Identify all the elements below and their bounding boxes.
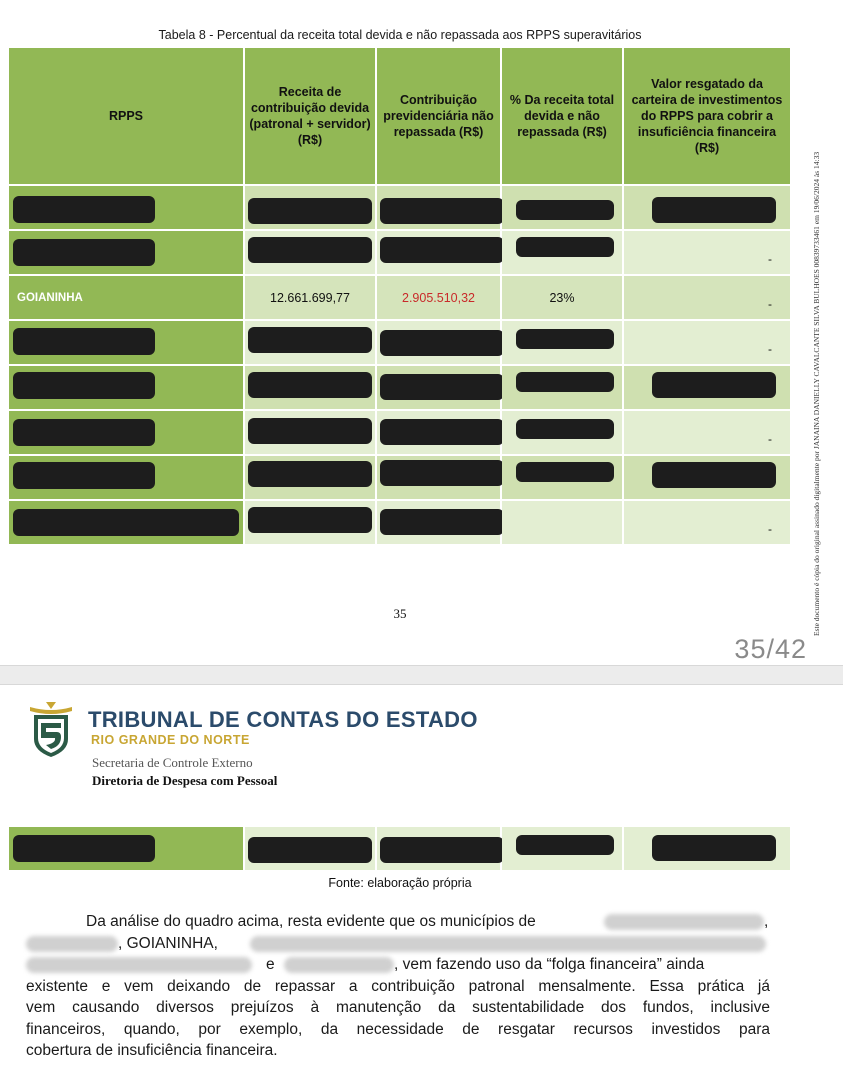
redaction-bar [516, 237, 614, 257]
redaction-bar [380, 509, 504, 535]
redaction-bar [380, 460, 504, 486]
paragraph-text: , [764, 913, 769, 930]
redaction-bar [516, 419, 614, 439]
redaction-bar [380, 374, 504, 400]
paragraph-line [26, 954, 770, 976]
paragraph-text: e [266, 956, 275, 973]
paragraph-text: , vem fazendo uso da “folga financeira” ainda [394, 956, 705, 973]
redaction-bar [516, 835, 614, 855]
tce-rn-logo-icon [24, 699, 78, 759]
table-row [8, 365, 791, 410]
paragraph-line [26, 911, 770, 933]
redaction-bar [652, 462, 776, 488]
header-rpps: RPPS [8, 47, 244, 185]
redaction-bar [652, 372, 776, 398]
dash-value: - [768, 432, 772, 446]
rpps-name: GOIANINHA [8, 275, 244, 320]
header-nao-repassada: Contribuição previdenciária não repassada (R$) [376, 47, 501, 185]
redaction-bar [248, 418, 372, 444]
dash-value: - [768, 342, 772, 356]
org-name: TRIBUNAL DE CONTAS DO ESTADO [88, 707, 478, 732]
table-caption: Tabela 8 - Percentual da receita total devida e não repassada aos RPPS superavitários [158, 28, 642, 42]
redaction-bar [248, 237, 372, 263]
blurred-text [284, 957, 394, 973]
document-page-36 [0, 685, 843, 1080]
redaction-bar [13, 835, 155, 862]
header-percentual: % Da receita total devida e não repassada (R$) [501, 47, 623, 185]
table-header-row [8, 47, 791, 185]
dash-value: - [768, 252, 772, 266]
analysis-paragraph [26, 911, 770, 1062]
directorate: Diretoria de Despesa com Pessoal [92, 773, 278, 788]
redaction-bar [516, 200, 614, 220]
redaction-bar [248, 461, 372, 487]
table-row [8, 455, 791, 500]
paragraph-text: Da análise do quadro acima, resta evidente que os municípios de [86, 913, 536, 930]
blurred-text [26, 957, 252, 973]
table-row [8, 410, 791, 455]
receita-value: 12.661.699,77 [244, 275, 376, 320]
table-row [8, 230, 791, 275]
redaction-bar [248, 198, 372, 224]
header-receita: Receita de contribuição devida (patronal + servidor) (R$) [244, 47, 376, 185]
redaction-bar [652, 197, 776, 223]
redaction-bar [380, 837, 504, 863]
redaction-bar [380, 237, 504, 263]
redaction-bar [652, 835, 776, 861]
table-row [8, 500, 791, 545]
redaction-bar [380, 198, 504, 224]
nao-repassada-value: 2.905.510,32 [376, 275, 501, 320]
table-row [8, 826, 791, 871]
page-separator [0, 665, 843, 685]
paragraph-line [26, 933, 770, 955]
redaction-bar [248, 327, 372, 353]
org-state: RIO GRANDE DO NORTE [91, 733, 250, 747]
rpps-table-continued [7, 825, 792, 872]
redaction-bar [248, 372, 372, 398]
table-row [8, 320, 791, 365]
redaction-bar [516, 372, 614, 392]
department: Secretaria de Controle Externo [92, 755, 253, 770]
redaction-bar [13, 419, 155, 446]
rpps-table [7, 46, 792, 546]
table-row [8, 185, 791, 230]
blurred-text [26, 936, 118, 952]
redaction-bar [13, 509, 239, 536]
blurred-text [250, 936, 766, 952]
redaction-bar [13, 239, 155, 266]
paragraph-line: vem causando diversos prejuízos à manutenção da sustentabilidade dos fundos, inclusive [26, 999, 770, 1016]
dash-value: - [768, 522, 772, 536]
paragraph-text: , GOIANINHA, [118, 934, 218, 952]
redaction-bar [380, 419, 504, 445]
signature-side-note: Este documento é cópia do original assinado digitalmente por JANAINA DANIELLY CAVALCANTE SILVA BULHOES 00839733461 em 19/06/2024 às 14:33 [812, 151, 821, 636]
table-row-goianinha [8, 275, 791, 320]
redaction-bar [516, 329, 614, 349]
paragraph-line: existente e vem deixando de repassar a contribuição patronal mensalmente. Essa prática já [26, 977, 770, 995]
page-number: 35 [393, 606, 407, 621]
page-counter: 35/42 [734, 634, 807, 664]
redaction-bar [13, 196, 155, 223]
redaction-bar [248, 507, 372, 533]
header-valor-resgatado: Valor resgatado da carteira de investimentos do RPPS para cobrir a insuficiência financeira (R$) [623, 47, 791, 185]
percentual-value: 23% [501, 275, 623, 320]
redaction-bar [516, 462, 614, 482]
redaction-bar [13, 462, 155, 489]
dash-value: - [768, 297, 772, 311]
redaction-bar [13, 328, 155, 355]
paragraph-line: cobertura de insuficiência financeira. [26, 1042, 278, 1059]
source-note: Fonte: elaboração própria [328, 876, 472, 890]
redaction-bar [248, 837, 372, 863]
paragraph-line: financeiros, quando, por exemplo, da necessidade de resgatar recursos investidos para [26, 1020, 770, 1038]
blurred-text [604, 914, 764, 930]
redaction-bar [13, 372, 155, 399]
redaction-bar [380, 330, 504, 356]
